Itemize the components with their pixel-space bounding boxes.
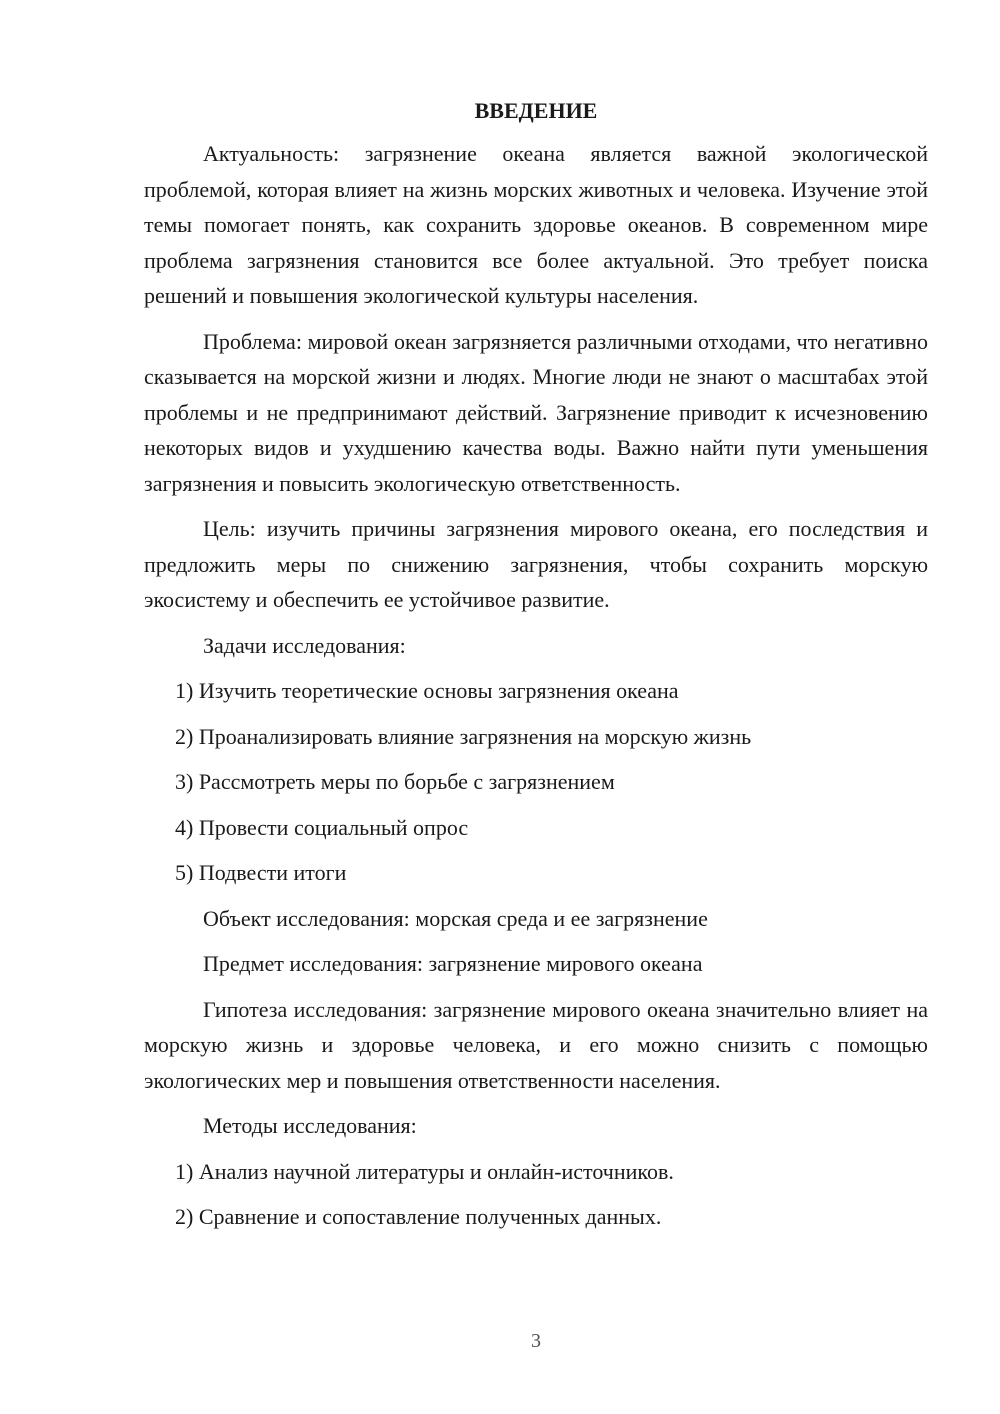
method-item: 2) Сравнение и сопоставление полученных данных. bbox=[175, 1204, 662, 1229]
goal-paragraph: Цель: изучить причины загрязнения мирового океана, его последствия и предложить меры по снижению загрязнения, чтобы сохранить морскую экосистему и обеспечить ее устойчивое развитие. bbox=[144, 516, 928, 612]
task-item: 4) Провести социальный опрос bbox=[175, 814, 469, 840]
task-item: 5) Подвести итоги bbox=[175, 860, 347, 885]
task-item: 3) Рассмотреть меры по борьбе с загрязнением bbox=[175, 769, 615, 794]
task-item: 1) Изучить теоретические основы загрязнения океана bbox=[175, 678, 679, 703]
page-content bbox=[144, 94, 928, 1245]
relevance-paragraph: Актуальность: загрязнение океана является важной экологической проблемой, которая влияет на жизнь морских животных и человека. Изучение этой темы помогает понять, как сохранить здоровье океанов. В современном мире проблема загрязнения становится все более актуальной. Это требует поиска решений и повышения экологической культуры населения. bbox=[144, 141, 928, 308]
research-object: Объект исследования: морская среда и ее загрязнение bbox=[203, 905, 708, 931]
task-item: 2) Проанализировать влияние загрязнения на морскую жизнь bbox=[175, 723, 752, 749]
page-title: ВВЕДЕНИЕ bbox=[474, 98, 598, 123]
research-subject: Предмет исследования: загрязнение мирового океана bbox=[203, 951, 703, 976]
problem-paragraph: Проблема: мировой океан загрязняется различными отходами, что негативно сказывается на морской жизни и людях. Многие люди не знают о масштабах этой проблемы и не предпринимают действий. Загрязнение приводит к исчезновению некоторых видов и ухудшению качества воды. Важно найти пути уменьшения загрязнения и повысить экологическую ответственность. bbox=[144, 328, 928, 496]
tasks-heading: Задачи исследования: bbox=[203, 632, 406, 658]
hypothesis-paragraph: Гипотеза исследования: загрязнение мирового океана значительно влияет на морскую жизнь и здоровье человека, и его можно снизить с помощью экологических мер и повышения ответственности населения. bbox=[144, 996, 928, 1093]
page-number: 3 bbox=[531, 1330, 541, 1352]
methods-heading: Методы исследования: bbox=[203, 1113, 417, 1138]
method-item: 1) Анализ научной литературы и онлайн-источников. bbox=[175, 1158, 674, 1184]
